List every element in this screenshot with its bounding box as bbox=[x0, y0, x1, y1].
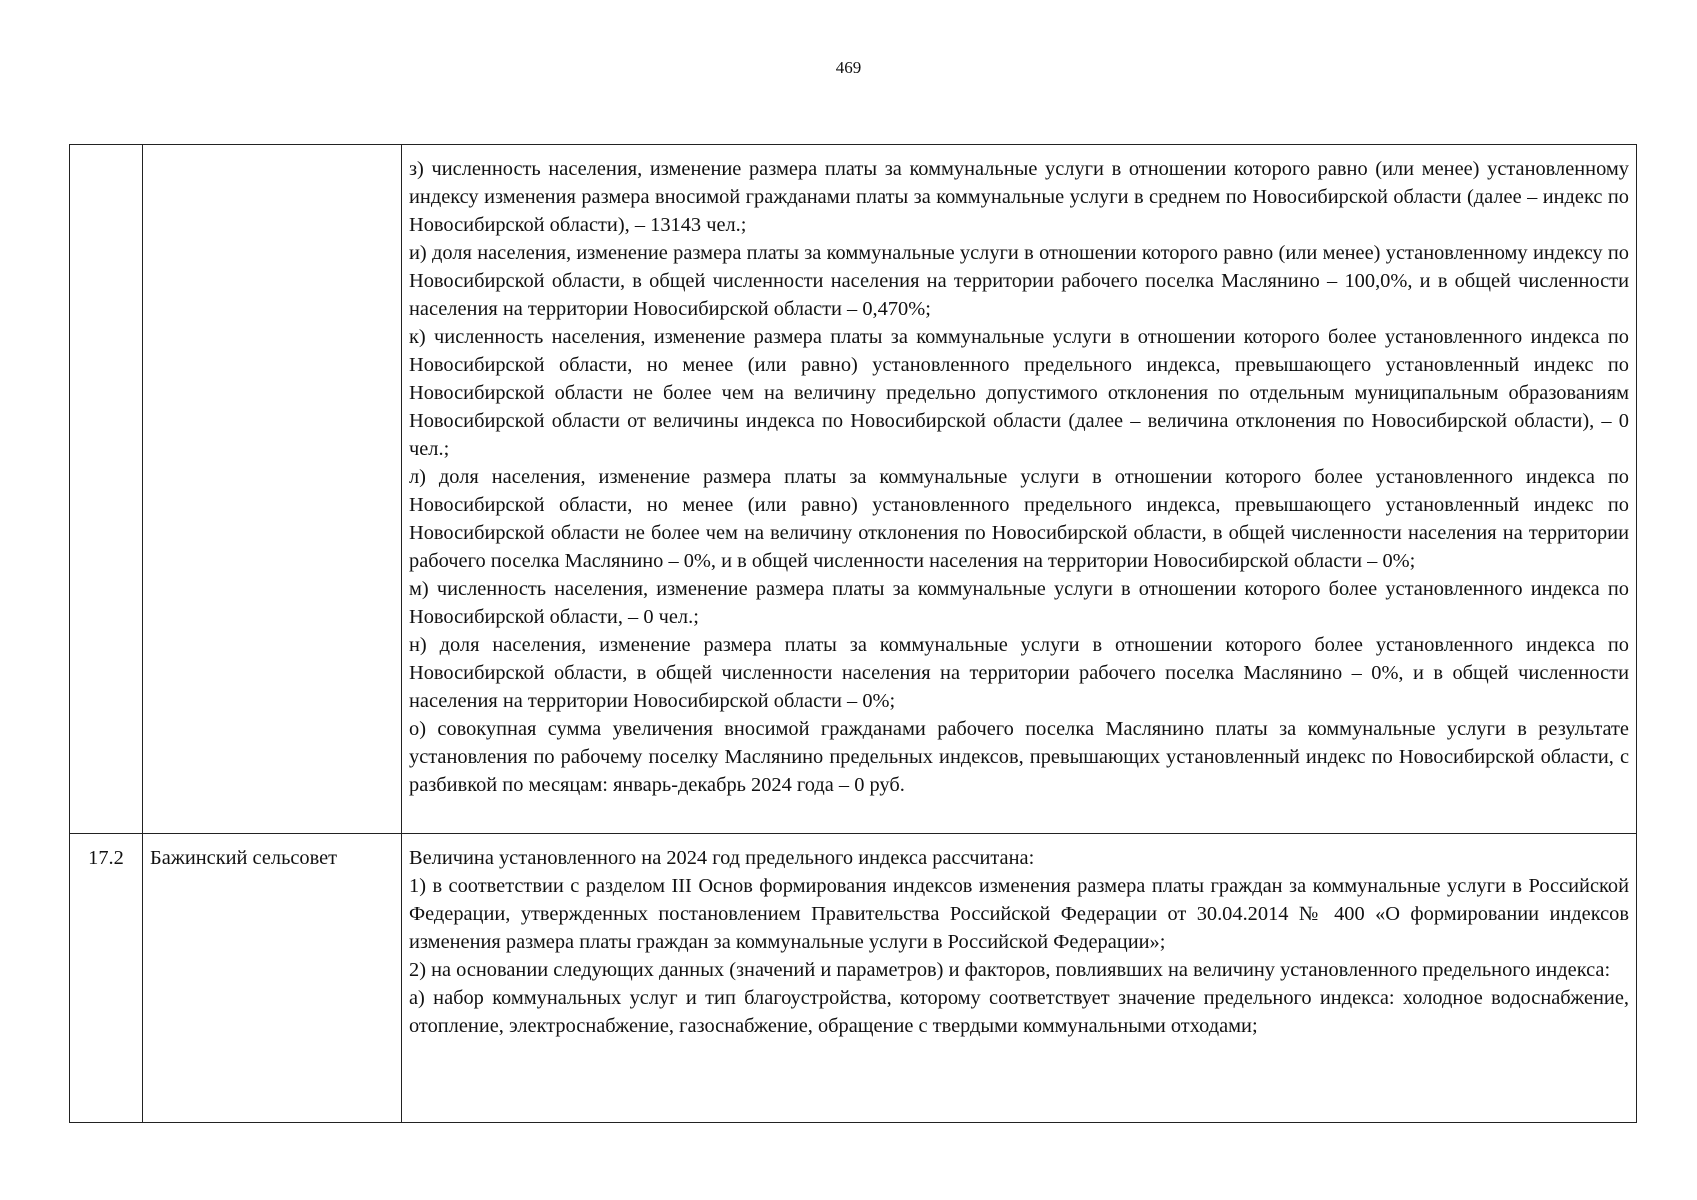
paragraph: з) численность населения, изменение размера платы за коммунальные услуги в отношении которого равно (или менее) установленному индексу изменения размера вносимой гражданами платы за коммунальные услуги в среднем по Новосибирской области (далее – индекс по Новосибирской области), – 13143 чел.; bbox=[409, 158, 1629, 236]
municipality-name-cell: Бажинский сельсовет bbox=[143, 834, 402, 1123]
page-number: 469 bbox=[835, 58, 862, 77]
document-table bbox=[69, 144, 1637, 1123]
row-number-cell: 17.2 bbox=[70, 834, 143, 1123]
paragraph: а) набор коммунальных услуг и тип благоустройства, которому соответствует значение предельного индекса: холодное водоснабжение, отопление, электроснабжение, газоснабжение, обращение с твердыми коммунальными отходами; bbox=[409, 987, 1629, 1037]
table-row bbox=[70, 834, 1637, 1123]
paragraph: н) доля населения, изменение размера платы за коммунальные услуги в отношении которого более установленного индекса по Новосибирской области, в общей численности населения на территории рабочего поселка Маслянино – 0%, и в общей численности населения на территории Новосибирской области – 0%; bbox=[409, 634, 1629, 712]
paragraph: 1) в соответствии с разделом III Основ формирования индексов изменения размера платы граждан за коммунальные услуги в Российской Федерации, утвержденных постановлением Правительства Российской Федерации от 30.04.2014 № 400 «О формировании индексов изменения размера платы граждан за коммунальные услуги в Российской Федерации»; bbox=[409, 875, 1629, 953]
paragraph: о) совокупная сумма увеличения вносимой гражданами рабочего поселка Маслянино платы за коммунальные услуги в результате установления по рабочему поселку Маслянино предельных индексов, превышающих установленный индекс по Новосибирской области, с разбивкой по месяцам: январь-декабрь 2024 года – 0 руб. bbox=[409, 718, 1629, 796]
description-cell bbox=[402, 145, 1637, 834]
paragraph: л) доля населения, изменение размера платы за коммунальные услуги в отношении которого более установленного индекса по Новосибирской области, но менее (или равно) установленного предельного индекса, превышающего установленный индекс по Новосибирской области не более чем на величину отклонения по Новосибирской области, в общей численности населения на территории рабочего поселка Маслянино – 0%, и в общей численности населения на территории Новосибирской области – 0%; bbox=[409, 466, 1629, 572]
paragraph: м) численность населения, изменение размера платы за коммунальные услуги в отношении которого более установленного индекса по Новосибирской области, – 0 чел.; bbox=[409, 578, 1629, 628]
municipality-name-cell bbox=[143, 145, 402, 834]
table-row bbox=[70, 145, 1637, 834]
row-number-cell bbox=[70, 145, 143, 834]
paragraph: и) доля населения, изменение размера платы за коммунальные услуги в отношении которого равно (или менее) установленному индексу по Новосибирской области, в общей численности населения на территории рабочего поселка Маслянино – 100,0%, и в общей численности населения на территории Новосибирской области – 0,470%; bbox=[409, 242, 1629, 320]
paragraph: Величина установленного на 2024 год предельного индекса рассчитана: bbox=[409, 847, 1035, 869]
paragraph: к) численность населения, изменение размера платы за коммунальные услуги в отношении которого более установленного индекса по Новосибирской области, но менее (или равно) установленного предельного индекса, превышающего установленный индекс по Новосибирской области не более чем на величину предельно допустимого отклонения по отдельным муниципальным образованиям Новосибирской области от величины индекса по Новосибирской области (далее – величина отклонения по Новосибирской области), – 0 чел.; bbox=[409, 326, 1629, 460]
paragraph: 2) на основании следующих данных (значений и параметров) и факторов, повлиявших на величину установленного предельного индекса: bbox=[409, 959, 1611, 981]
description-cell bbox=[402, 834, 1637, 1123]
